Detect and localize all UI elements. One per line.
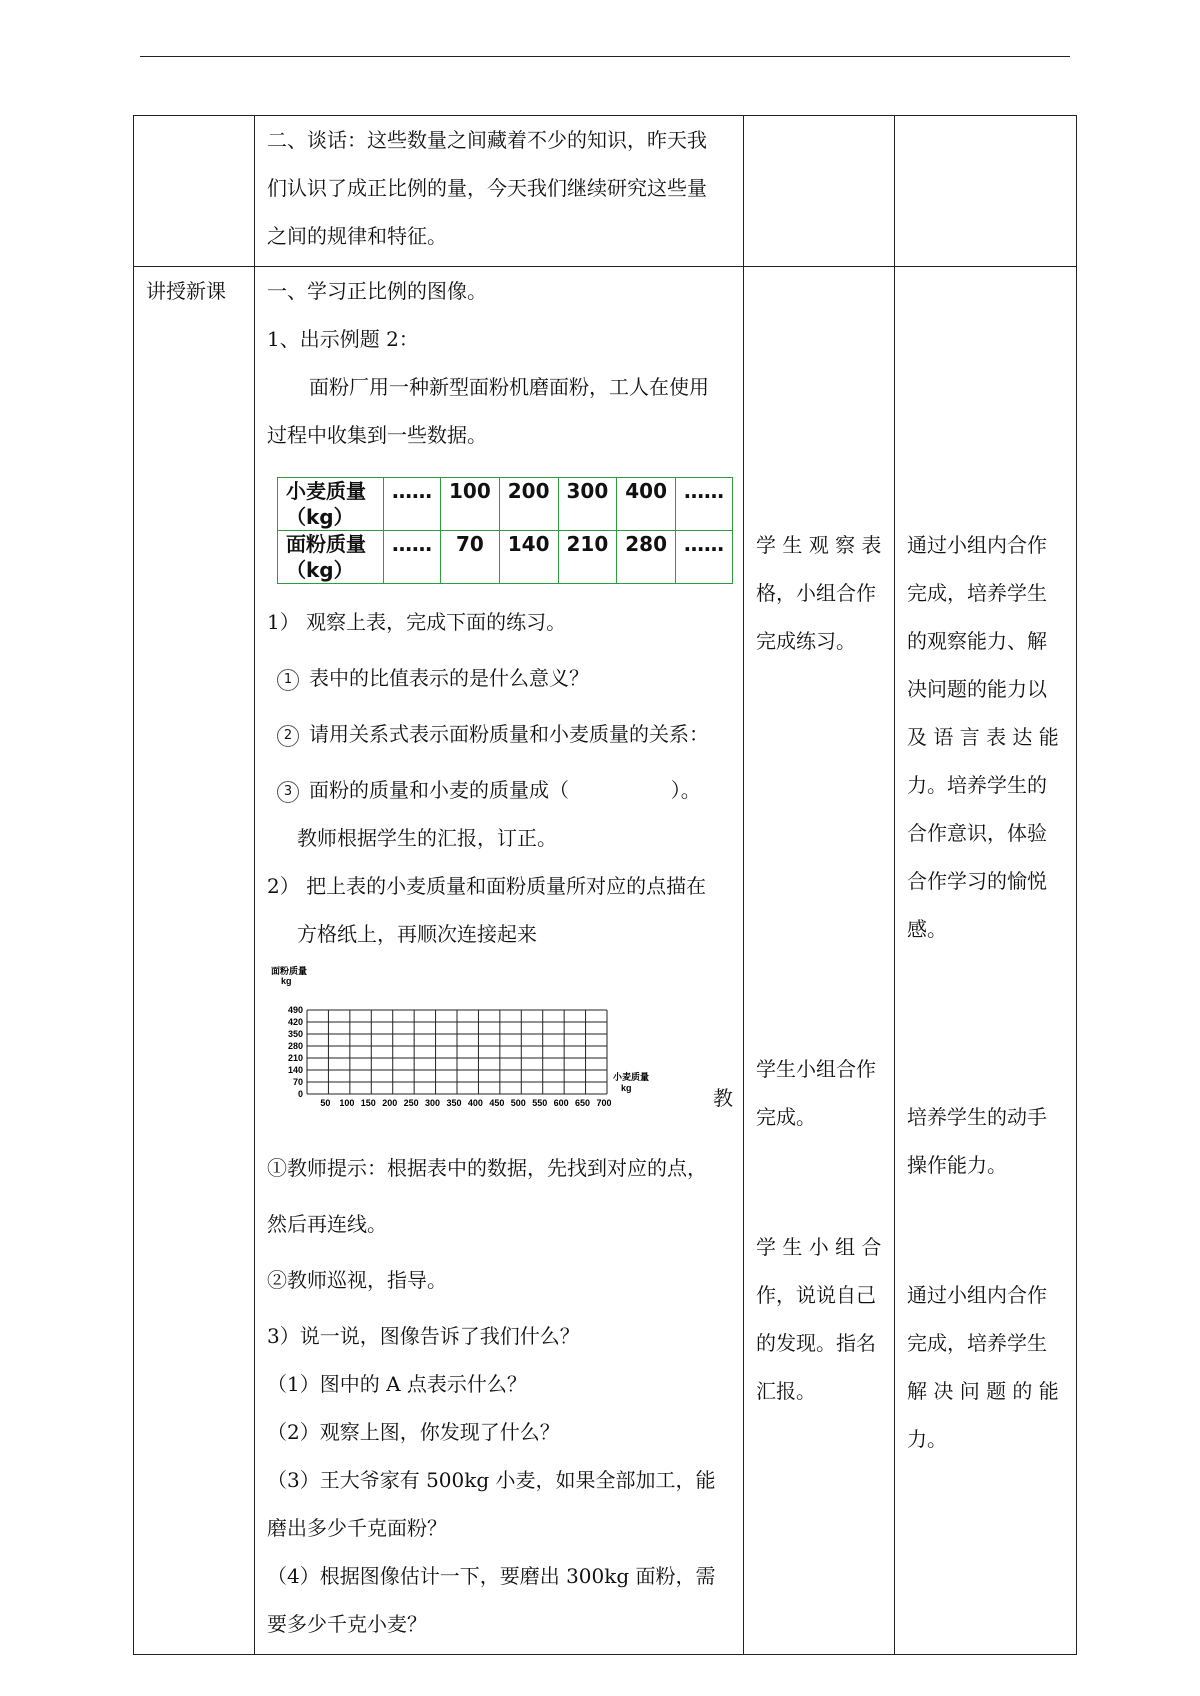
chart-trailing-text: 教 <box>713 1086 733 1110</box>
question-3-item: 磨出多少千克面粉？ <box>267 1516 447 1540</box>
question-item-text: 请用关系式表示面粉质量和小麦质量的关系： <box>309 722 709 746</box>
problem-line: 过程中收集到一些数据。 <box>267 423 487 447</box>
intro-content-cell <box>255 116 744 267</box>
question-3-item: （4）根据图像估计一下，要磨出 300kg 面粉，需 <box>267 1564 716 1588</box>
question-3-item: （2）观察上图，你发现了什么？ <box>267 1420 560 1444</box>
x-tick-label: 200 <box>382 1098 398 1108</box>
hint-line: 然后再连线。 <box>267 1212 387 1236</box>
table-cell: 280 <box>617 531 676 584</box>
purpose-line: 力。 <box>907 1427 947 1451</box>
x-tick-label: 150 <box>360 1098 376 1108</box>
section-label: 讲授新课 <box>146 279 226 303</box>
question-item <box>267 654 733 702</box>
patrol-line: ②教师巡视，指导。 <box>267 1268 447 1292</box>
question-3-item: （1）图中的 A 点表示什么？ <box>267 1372 527 1396</box>
table-cell: …… <box>384 478 441 531</box>
purpose-line: 及 语 言 表 达 能 <box>907 725 1059 749</box>
x-tick-label: 650 <box>575 1098 591 1108</box>
purpose-line: 培养学生的动手 <box>907 1105 1047 1129</box>
x-tick-label: 450 <box>489 1098 505 1108</box>
student-line: 格，小组合作 <box>756 581 876 605</box>
row-label: 面粉质量（kg） <box>278 531 384 584</box>
purpose-line: 完成，培养学生 <box>907 581 1047 605</box>
y-axis-unit: kg <box>281 976 292 986</box>
question-item <box>267 710 733 758</box>
x-tick-label: 100 <box>339 1098 355 1108</box>
purpose-line: 完成，培养学生 <box>907 1331 1047 1355</box>
table-cell: 300 <box>558 478 617 531</box>
question-2-cont: 方格纸上，再顺次连接起来 <box>297 922 537 946</box>
y-tick-label: 350 <box>287 1029 303 1039</box>
hint-line: ①教师提示：根据表中的数据，先找到对应的点， <box>267 1156 707 1180</box>
x-tick-label: 250 <box>403 1098 419 1108</box>
table-cell: 210 <box>558 531 617 584</box>
table-cell: …… <box>384 531 441 584</box>
purpose-line: 操作能力。 <box>907 1153 1007 1177</box>
purpose-line: 合作意识，体验 <box>907 821 1047 845</box>
student-line: 完成。 <box>756 1105 816 1129</box>
y-tick-label: 70 <box>292 1077 303 1087</box>
x-axis-unit: kg <box>621 1083 632 1093</box>
purpose-line: 通过小组内合作 <box>907 1283 1047 1307</box>
x-tick-label: 600 <box>553 1098 569 1108</box>
question-item <box>267 766 733 814</box>
x-axis-label: 小麦质量 <box>613 1072 650 1082</box>
intro-row <box>134 116 1077 267</box>
y-axis-label: 面粉质量 <box>271 966 308 976</box>
y-tick-label: 420 <box>287 1017 303 1027</box>
purpose-line: 感。 <box>907 917 947 941</box>
intro-line: 二、谈话：这些数量之间藏着不少的知识，昨天我 <box>267 128 707 152</box>
lesson-row <box>134 267 1077 1655</box>
student-line: 作，说说自己 <box>756 1283 876 1307</box>
table-cell: 100 <box>441 478 500 531</box>
intro-student-cell <box>744 116 895 267</box>
student-line: 学生小组合作 <box>756 1057 876 1081</box>
table-cell: 140 <box>499 531 558 584</box>
table-cell: 400 <box>617 478 676 531</box>
lesson-plan-table <box>133 115 1077 1655</box>
content-cell <box>255 267 744 1655</box>
table-cell: 70 <box>441 531 500 584</box>
student-activity-cell <box>744 267 895 1655</box>
table-cell: …… <box>676 478 733 531</box>
y-tick-label: 0 <box>297 1089 303 1099</box>
x-tick-label: 300 <box>425 1098 441 1108</box>
x-tick-label: 700 <box>596 1098 612 1108</box>
circled-number: 1 <box>277 669 299 691</box>
row-label: 小麦质量（kg） <box>278 478 384 531</box>
purpose-line: 合作学习的愉悦 <box>907 869 1047 893</box>
student-line: 完成练习。 <box>756 629 856 653</box>
grid-chart-svg <box>267 962 667 1122</box>
teacher-correct: 教师根据学生的汇报，订正。 <box>297 826 557 850</box>
header-rule <box>140 56 1070 57</box>
question-3-item: （3）王大爷家有 500kg 小麦，如果全部加工，能 <box>267 1468 716 1492</box>
section-title: 一、学习正比例的图像。 <box>267 279 487 303</box>
purpose-line: 通过小组内合作 <box>907 533 1047 557</box>
student-line: 的发现。指名 <box>756 1331 876 1355</box>
question-item-text: 表中的比值表示的是什么意义？ <box>309 666 589 690</box>
table-cell: 200 <box>499 478 558 531</box>
y-tick-label: 490 <box>287 1005 303 1015</box>
table-cell: …… <box>676 531 733 584</box>
purpose-line: 决问题的能力以 <box>907 677 1047 701</box>
intro-purpose-cell <box>895 116 1077 267</box>
question-3-item: 要多少千克小麦？ <box>267 1612 427 1636</box>
question-3: 3）说一说，图像告诉了我们什么？ <box>267 1324 580 1348</box>
circled-number: 3 <box>277 781 299 803</box>
purpose-line: 的观察能力、解 <box>907 629 1047 653</box>
y-tick-label: 210 <box>287 1053 303 1063</box>
x-tick-label: 500 <box>510 1098 526 1108</box>
data-row-wheat <box>278 478 733 531</box>
purpose-cell <box>895 267 1077 1655</box>
x-tick-label: 550 <box>532 1098 548 1108</box>
y-tick-label: 140 <box>287 1065 303 1075</box>
question-item-text: 面粉的质量和小麦的质量成（ ）。 <box>309 778 701 802</box>
purpose-line: 解 决 问 题 的 能 <box>907 1379 1059 1403</box>
student-line: 学 生 观 察 表 <box>756 533 882 557</box>
intro-left-cell <box>134 116 255 267</box>
x-tick-label: 50 <box>320 1098 331 1108</box>
section-cell <box>134 267 255 1655</box>
x-tick-label: 400 <box>467 1098 483 1108</box>
example-label: 1、出示例题 2： <box>267 327 419 351</box>
student-line: 汇报。 <box>756 1379 816 1403</box>
data-table <box>277 477 733 584</box>
intro-line: 之间的规律和特征。 <box>267 224 447 248</box>
y-tick-label: 280 <box>287 1041 303 1051</box>
question-1: 1） 观察上表，完成下面的练习。 <box>267 610 567 634</box>
circled-number: 2 <box>277 725 299 747</box>
data-row-flour <box>278 531 733 584</box>
student-line: 学 生 小 组 合 <box>756 1235 882 1259</box>
problem-line: 面粉厂用一种新型面粉机磨面粉，工人在使用 <box>309 375 709 399</box>
question-2: 2） 把上表的小麦质量和面粉质量所对应的点描在 <box>267 874 707 898</box>
x-tick-label: 350 <box>446 1098 462 1108</box>
grid-chart <box>267 958 733 1128</box>
purpose-line: 力。培养学生的 <box>907 773 1047 797</box>
intro-line: 们认识了成正比例的量，今天我们继续研究这些量 <box>267 176 707 200</box>
